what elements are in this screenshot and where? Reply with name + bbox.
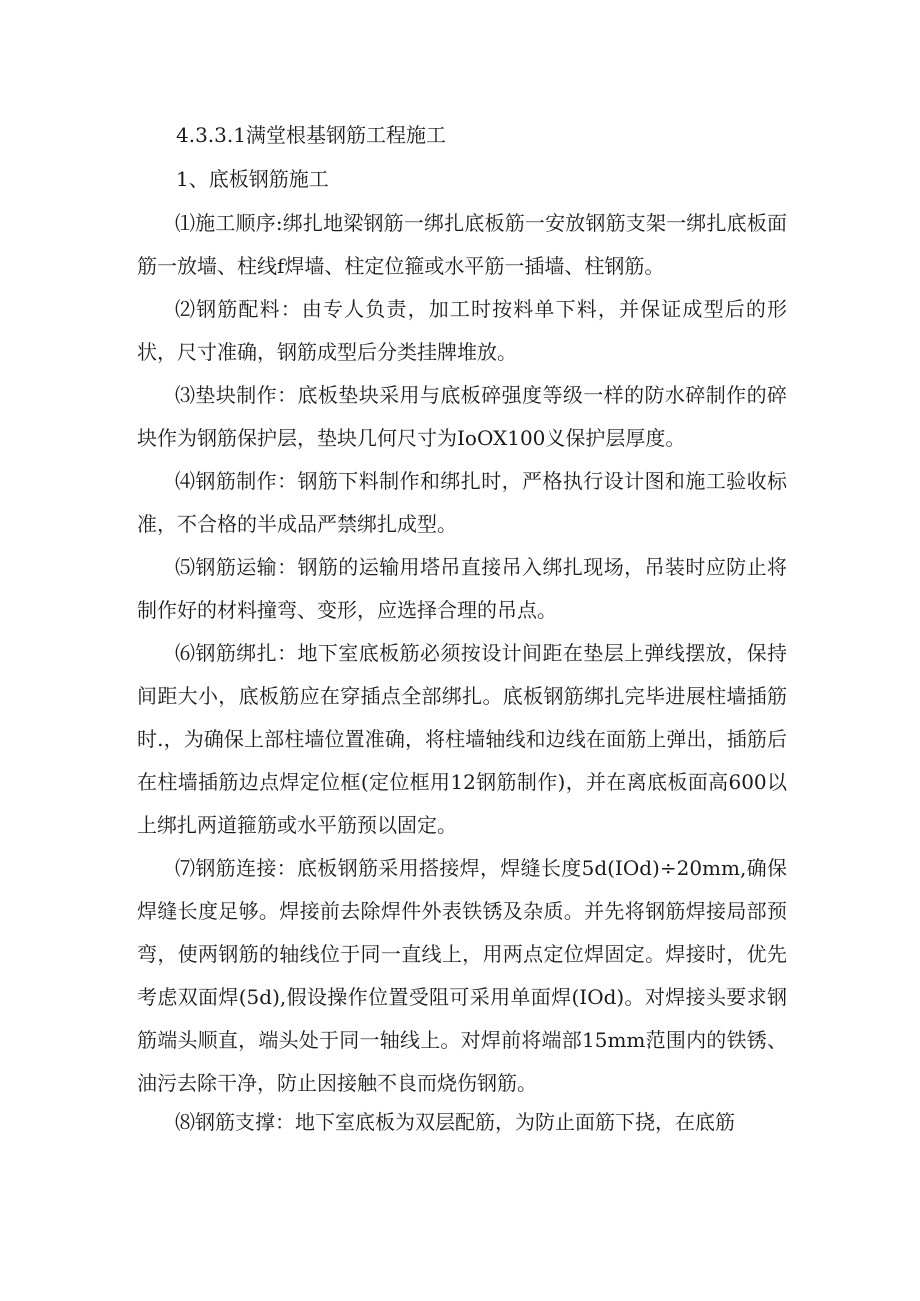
- paragraph-rebar-batching: ⑵钢筋配料：由专人负责，加工时按料单下料，并保证成型后的形状，尺寸准确，钢筋成型后分类挂牌堆放。: [137, 297, 787, 364]
- paragraph-rebar-connection: ⑺钢筋连接：底板钢筋采用搭接焊，焊缝长度5d(IOd)÷20mm,确保焊缝长度足够。焊接前去除焊件外表铁锈及杂质。并先将钢筋焊接局部预弯，使两钢筋的轴线位于同一直线上，用两点定位焊固定。焊接时，优先考虑双面焊(5d),假设操作位置受阻可采用单面焊(IOd)。对焊接头要求钢筋端头顺直，端头处于同一轴线上。对焊前将端部15mm范围内的铁锈、油污去除干净，防止因接触不良而烧伤钢筋。: [137, 856, 787, 1095]
- section-title: 4.3.3.1满堂根基钢筋工程施工: [176, 123, 446, 147]
- paragraph-spacer-block: ⑶垫块制作：底板垫块采用与底板碎强度等级一样的防水碎制作的碎块作为钢筋保护层，垫块几何尺寸为IoOX100义保护层厚度。: [137, 383, 787, 450]
- paragraph-rebar-support: ⑻钢筋支撑：地下室底板为双层配筋，为防止面筋下挠，在底筋: [175, 1110, 735, 1134]
- paragraph-rebar-fabrication: ⑷钢筋制作：钢筋下料制作和绑扎时，严格执行设计图和施工验收标准，不合格的半成品严禁绑扎成型。: [137, 469, 787, 536]
- paragraph-rebar-transport: ⑸钢筋运输：钢筋的运输用塔吊直接吊入绑扎现场，吊装时应防止将制作好的材料撞弯、变形，应选择合理的吊点。: [137, 555, 787, 622]
- paragraph-rebar-tying: ⑹钢筋绑扎：地下室底板筋必须按设计间距在垫层上弹线摆放，保持间距大小，底板筋应在穿插点全部绑扎。底板钢筋绑扎完毕进展柱墙插筋时.，为确保上部柱墙位置准确，将柱墙轴线和边线在面筋上弹出，插筋后在柱墙插筋边点焊定位框(定位框用12钢筋制作)，并在离底板面高600以上绑扎两道箍筋或水平筋预以固定。: [137, 641, 787, 837]
- subsection-title: 1、底板钢筋施工: [176, 167, 329, 191]
- paragraph-construction-sequence: ⑴施工顺序:绑扎地梁钢筋一绑扎底板筋一安放钢筋支架一绑扎底板面筋一放墙、柱线f焊墙、柱定位箍或水平筋一插墙、柱钢筋。: [137, 211, 787, 278]
